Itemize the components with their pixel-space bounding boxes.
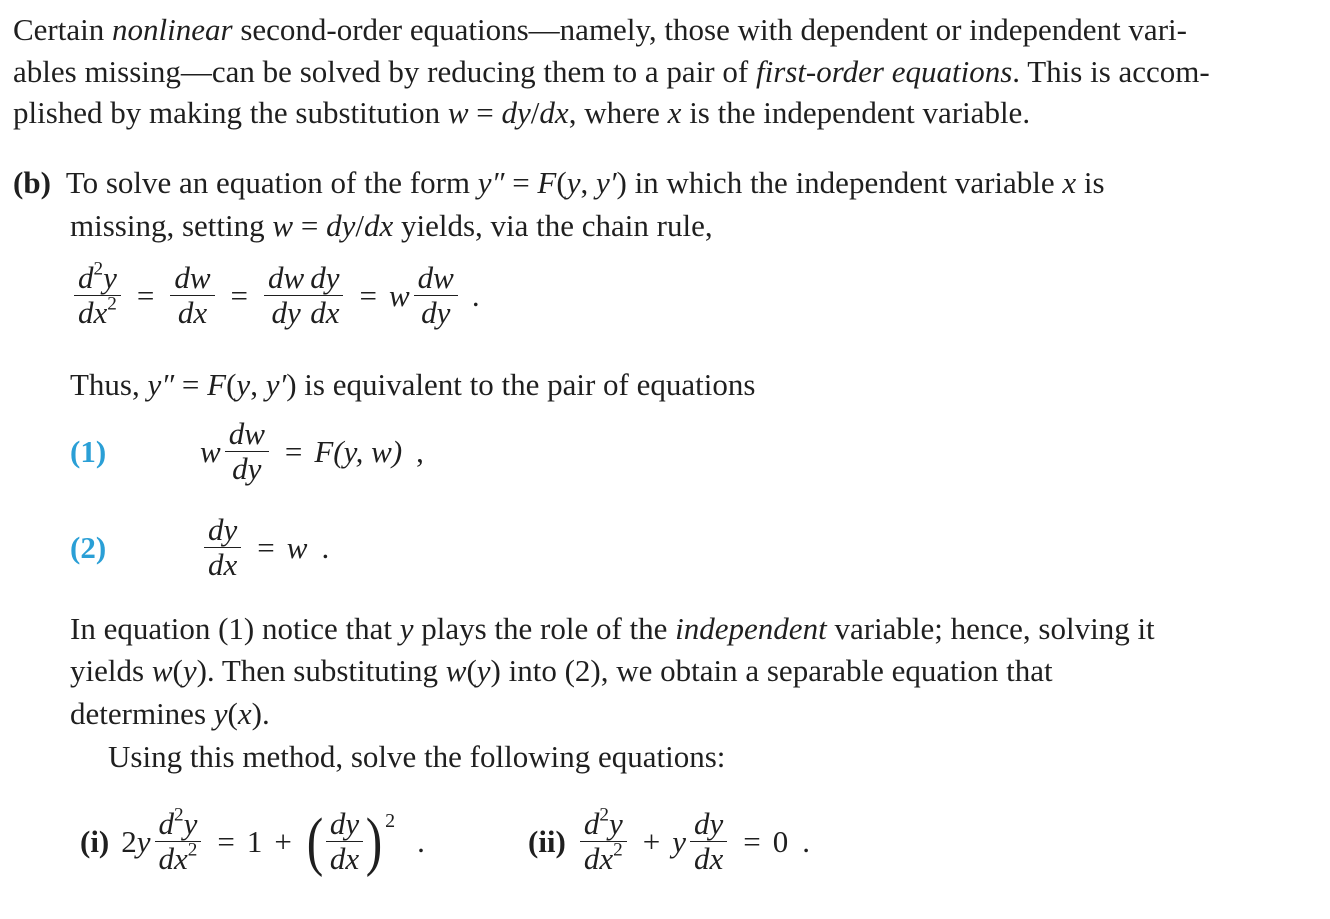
equation-1 [70,418,424,486]
equation-label: (1) [70,433,107,469]
equals-sign: = [743,823,761,859]
text: = [468,95,502,130]
text: . This is accom- [1012,54,1210,89]
period: . [802,823,810,859]
math-var: dx [539,95,569,130]
equals-sign: = [359,277,377,313]
math-var: y [672,823,686,859]
math-var: y [476,653,491,688]
part-label: (b) [13,165,51,200]
plus-sign: + [642,823,661,859]
text: ( [172,653,183,688]
emphasis: nonlinear [112,12,233,47]
equation-label: (2) [70,529,107,565]
plus-sign: + [274,823,292,859]
problem-ii [528,804,810,876]
math-var: y′ [595,165,617,200]
text: missing, setting [70,208,273,243]
intro-line-2 [13,52,1210,92]
exponent: 2 [385,810,396,832]
math-var: w [151,653,173,688]
equals-sign: = [136,277,155,313]
math-var: y [399,611,414,646]
coefficient: 2 [121,823,137,859]
fraction-dw-dx: $\frac{dw}{dx}$ [170,262,214,330]
text: = [174,367,208,402]
equals-sign: = [217,823,235,859]
math-var: dy [501,95,531,130]
math-var: y″ [147,367,175,402]
math-var: y′ [265,367,287,402]
math-var: y [182,653,197,688]
text: ( [556,165,567,200]
math-var: w [286,529,308,565]
text: yields, via the chain rule, [393,208,713,243]
text: = [504,165,538,200]
math-var: w [445,653,467,688]
math-var: dy [326,208,356,243]
math-var: y″ [477,165,505,200]
text: , [580,165,596,200]
part-b-line-1 [13,163,1105,203]
math-var: F [314,433,334,469]
problem-label: (i) [80,823,110,859]
text: Thus, [70,367,148,402]
problem-label: (ii) [528,823,566,859]
fraction-d2y-dx2: $\frac{d^2y}{dx^2}$ [580,808,627,876]
math-var: w [200,433,221,469]
text: plays the role of the [413,611,676,646]
math-var: y [213,696,228,731]
fraction-dw-dy: $\frac{dw}{dy}$ [264,262,308,330]
equals-sign: = [284,433,303,469]
period: . [471,277,480,313]
math-var: y [566,165,581,200]
text: In equation (1) notice that [70,611,400,646]
math-var: F [207,367,227,402]
text: = [293,208,327,243]
math-var: w [272,208,294,243]
text: , where [568,95,668,130]
text: ables missing—can be solved by reducing them to a pair of [13,54,756,89]
thus-line [70,365,755,405]
math-var: x [667,95,682,130]
intro-line-1 [13,10,1187,50]
emphasis: first-order equations [755,54,1013,89]
explanation-line-3 [70,694,270,734]
text: ) into (2), we obtain a separable equation that [490,653,1053,688]
period: . [417,823,425,859]
text: determines [70,696,214,731]
text: second-order equations—namely, those with dependent or independent vari- [232,12,1187,47]
text: ( [226,367,237,402]
equation-2 [70,514,329,582]
equals-sign: = [257,529,275,565]
text: ). Then substituting [196,653,446,688]
chain-rule-equation [70,258,480,330]
fraction-dy-dx: $\frac{dy}{dx}$ [306,262,343,330]
fraction-d2y-dx2: $\frac{d^2y}{dx^2}$ [74,262,121,330]
part-b-line-2 [70,206,713,246]
text: ). [251,696,270,731]
equals-sign: = [230,277,249,313]
number: 0 [772,823,789,859]
text: ( [466,653,477,688]
text: plished by making the substitution [13,95,448,130]
math-var: y [136,823,151,859]
period: . [321,529,330,565]
fraction-dw-dy: $\frac{dw}{dy}$ [225,418,269,486]
text: Using this method, solve the following equations: [108,739,726,774]
math-var: w [447,95,469,130]
math-var: w [388,277,410,313]
instruction-line [108,737,725,777]
intro-line-3 [13,93,1030,133]
text: ) in which the independent variable [616,165,1063,200]
text: , [250,367,266,402]
math-var: F [537,165,557,200]
left-paren: ( [306,804,324,878]
explanation-line-2 [70,651,1053,691]
text: is [1076,165,1105,200]
text: / [355,208,364,243]
problem-i [80,804,425,878]
fraction-dy-dx: $\frac{dy}{dx}$ [690,808,727,876]
comma: , [416,433,424,469]
text: variable; hence, solving it [826,611,1155,646]
fraction-dw-dy: $\frac{dw}{dy}$ [414,262,458,330]
text: / [530,95,540,130]
fraction-d2y-dx2: $\frac{d^2y}{dx^2}$ [155,808,202,876]
number: 1 [246,823,263,859]
right-paren: ) [365,804,383,878]
text: ( [227,696,238,731]
math-var: dx [363,208,394,243]
fraction-dy-dx: $\frac{dy}{dx}$ [326,808,363,876]
math-var: y [236,367,251,402]
math-var: x [237,696,252,731]
text: To solve an equation of the form [65,165,478,200]
math-args: (y, w) [333,433,403,469]
text: is the independent variable. [681,95,1031,130]
text: Certain [13,12,112,47]
math-var: x [1062,165,1077,200]
text: ) is equivalent to the pair of equations [286,367,756,402]
text: yields [70,653,152,688]
fraction-dy-dx: $\frac{dy}{dx}$ [204,514,241,582]
explanation-line-1 [70,609,1155,649]
emphasis: independent [675,611,827,646]
